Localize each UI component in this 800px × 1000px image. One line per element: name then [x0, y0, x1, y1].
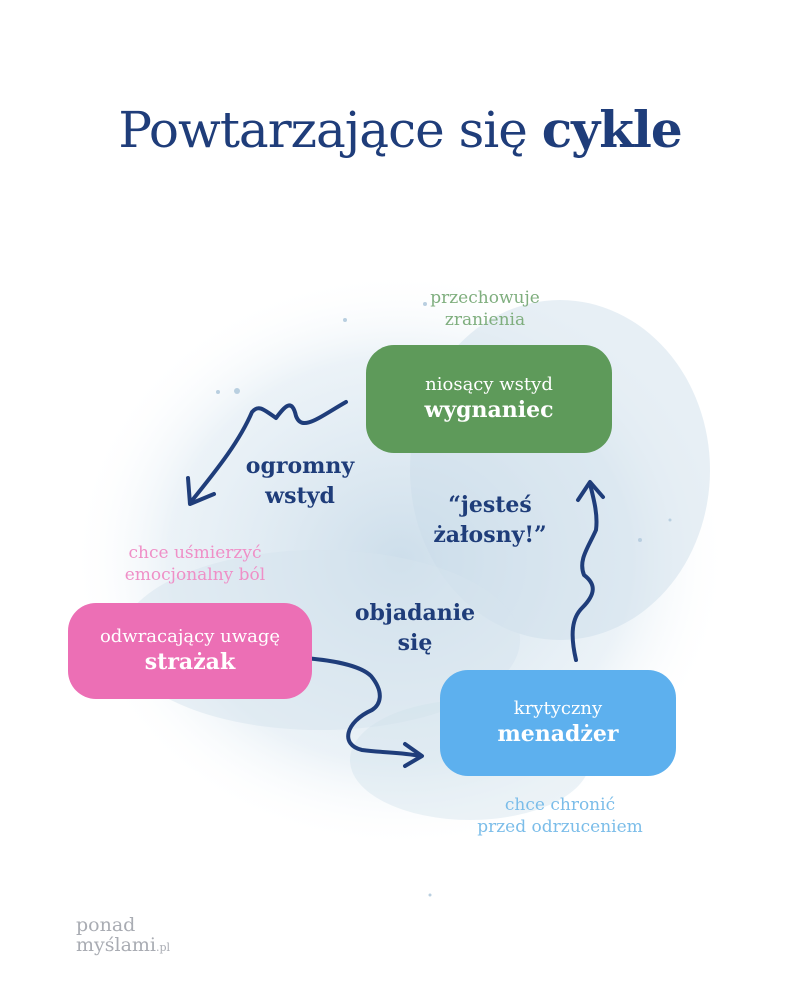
brand-logo	[76, 915, 170, 958]
exile-name: wygnaniec	[424, 397, 554, 423]
edge-label-shame	[225, 451, 375, 511]
manager-note-line1: chce chronić	[504, 795, 616, 815]
manager-box	[440, 670, 676, 776]
exile-role: niosący wstyd	[425, 374, 553, 395]
firefighter-name: strażak	[144, 649, 236, 675]
arrow-manager-to-exile	[573, 484, 597, 660]
exile-note	[395, 287, 575, 331]
logo-domain: .pl	[156, 941, 171, 954]
title-regular: Powtarzające się	[118, 101, 542, 159]
title-bold: cykle	[541, 100, 682, 159]
edge-label-pathetic-line2: żałosny!”	[433, 522, 547, 548]
manager-note-line2: przed odrzuceniem	[477, 817, 643, 837]
firefighter-note-line1: chce uśmierzyć	[128, 543, 262, 563]
manager-name: menadżer	[497, 721, 619, 747]
edge-label-binge-line2: się	[397, 630, 433, 656]
logo-line2: myślami	[76, 934, 156, 956]
firefighter-note	[70, 542, 320, 586]
edge-label-shame-line1: ogromny	[245, 453, 355, 479]
firefighter-box	[68, 603, 312, 699]
edge-label-binge-line1: objadanie	[354, 600, 476, 626]
edge-label-pathetic	[415, 490, 565, 550]
logo-line1: ponad	[76, 914, 136, 936]
edge-label-shame-line2: wstyd	[265, 483, 335, 509]
exile-note-line2: zranienia	[444, 310, 526, 330]
manager-note	[440, 794, 680, 838]
firefighter-role: odwracający uwagę	[99, 626, 281, 647]
edge-label-pathetic-line1: “jesteś	[448, 492, 532, 518]
manager-role: krytyczny	[513, 698, 603, 719]
firefighter-note-line2: emocjonalny ból	[124, 565, 266, 585]
arrow-firefighter-to-manager	[304, 658, 420, 756]
edge-label-binge	[330, 598, 500, 658]
exile-note-line1: przechowuje	[430, 288, 540, 308]
exile-box	[366, 345, 612, 453]
